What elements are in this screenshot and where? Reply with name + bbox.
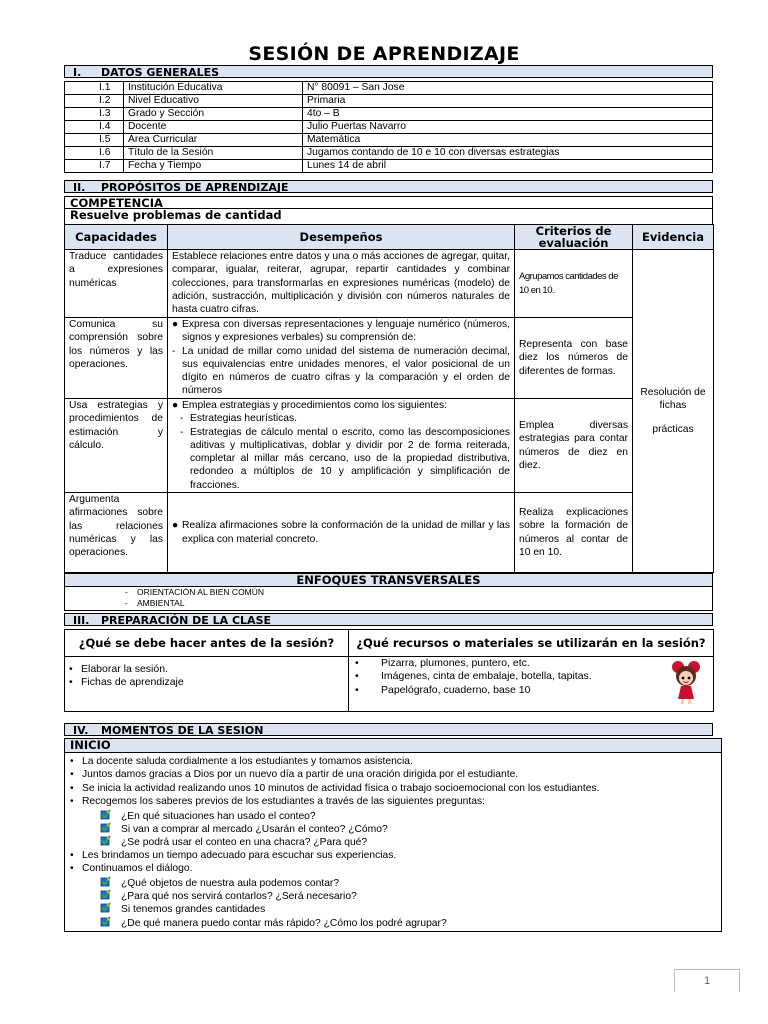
capacity-cell: Traduce cantidades a expresiones numéricas [65,250,168,318]
prep-item: Imágenes, cinta de embalaje, botella, tapitas. [381,670,592,683]
enfoques-list: - ORIENTACIÓN AL BIEN COMÚN - AMBIENTAL [64,586,713,611]
list-item [70,809,716,822]
criteria-cell: Agrupamos cantidades de 10 en 10. [515,250,633,318]
dash-icon: - [180,413,184,425]
performance-text: La unidad de millar como unidad del sistema de numeración decimal, sus equivalencias entre unidades menores, el valor posicional de un dígito en números de cuatro cifras y la comparación y el orden de números [182,345,510,397]
col-header-desempenos: Desempeños [168,225,515,250]
bullet-icon: ● [172,520,179,532]
performance-text: Emplea estrategias y procedimientos como los siguientes: [182,400,447,411]
bullet-icon: • [70,849,74,861]
section-header-purposes [64,180,713,193]
list-item-text: Les brindamos un tiempo adecuado para escuchar sus experiencias. [82,849,397,861]
evidence-cell [633,250,714,573]
section-label: PROPÓSITOS DE APRENDIZAJE [101,181,289,194]
table-row [65,493,714,573]
capacities-table [64,224,714,573]
inicio-header: INICIO [65,739,722,753]
general-item-key: Institución Educativa [124,82,303,95]
prep-item: Fichas de aprendizaje [81,676,184,689]
general-data-table [64,81,713,173]
general-item-key: Título de la Sesión [124,147,303,160]
general-item-key: Nivel Educativo [124,95,303,108]
section-label: DATOS GENERALES [101,66,220,79]
prep-item: Pizarra, plumones, puntero, etc. [381,657,530,669]
table-row [65,250,714,318]
prep-question-before: ¿Qué se debe hacer antes de la sesión? [65,630,349,657]
criteria-cell: Realiza explicaciones sobre la formación de números al contar de 10 en 10. [515,493,633,573]
list-item [70,862,716,875]
general-item-number: I.7 [65,160,124,173]
general-item-number: I.1 [65,82,124,95]
list-item [70,795,716,808]
section-header-general [64,65,713,78]
general-item-number: I.3 [65,108,124,121]
section-label: PREPARACIÓN DE LA CLASE [101,614,272,627]
section-header-moments [64,723,713,736]
general-item-value: N° 80091 – San Jose [303,82,713,95]
general-item-key: Grado y Sección [124,108,303,121]
performance-cell: Establece relaciones entre datos y una o más acciones de agregar, quitar, comparar, igualar, reiterar, agrupar, repartir cantidades y combinar colecciones, para transformarlas en expresiones numéricas (modelo) de adición, sustracción, multiplicación y división con números naturales de hasta cuatro cifras. [168,250,515,318]
list-item-text: Se inicia la actividad realizando unos 10 minutos de actividad física o trabajo socioemocional con los estudiantes. [82,782,600,794]
evidence-line-1: Resolución de fichas [640,387,706,412]
section-label: MOMENTOS DE LA SESION [101,724,264,737]
bullet-icon: • [70,769,74,781]
performance-text: Expresa con diversas representaciones y lenguaje numérico (números, signos y expresiones verbales) su comprensión de: [182,319,510,344]
table-row [65,121,713,134]
enfoques-header [64,573,713,587]
checkbox-check-icon [100,902,111,913]
general-item-number: I.4 [65,121,124,134]
table-row [65,134,713,147]
capacity-cell: Usa estrategias y procedimientos de estimación y cálculo. [65,399,168,493]
list-item-text: Si tenemos grandes cantidades [121,904,266,916]
checkbox-check-icon [100,916,111,927]
enfoque-item: AMBIENTAL [137,598,185,608]
criteria-cell: Emplea diversas estrategias para contar números de diez en diez. [515,399,633,493]
page-title: SESIÓN DE APRENDIZAJE [248,43,520,65]
general-item-value: Julio Puertas Navarro [303,121,713,134]
table-row [65,147,713,160]
list-item-text: Si van a comprar al mercado ¿Usarán el conteo? ¿Cómo? [121,823,388,835]
general-item-number: I.2 [65,95,124,108]
general-item-value: Primaria [303,95,713,108]
list-item [70,782,716,795]
list-item [70,902,716,915]
table-row [65,82,713,95]
performance-cell [168,318,515,399]
prep-item: Papelógrafo, cuaderno, base 10 [381,683,531,696]
list-item-text: ¿Qué objetos de nuestra aula podemos contar? [121,877,340,889]
prep-item: Elaborar la sesión. [81,663,168,675]
performance-text: Estrategias heurísticas. [190,413,298,425]
competencia-value: Resuelve problemas de cantidad [70,208,282,222]
dash-icon: - [180,426,184,438]
performance-cell [168,399,515,493]
performance-cell [168,493,515,573]
bullet-icon: ● [172,319,179,330]
moments-table [64,738,722,932]
list-item-text: ¿Para qué nos servirá contarlos? ¿Será necesario? [121,890,357,902]
general-item-number: I.6 [65,147,124,160]
dash-icon: - [172,345,176,357]
section-number: III. [73,614,90,627]
list-item [70,876,716,889]
section-number: I. [73,66,82,79]
section-number: IV. [73,724,89,737]
bullet-icon: • [70,756,74,767]
list-item-text: ¿En qué situaciones han usado el conteo? [121,810,316,822]
checkbox-check-icon [100,809,111,820]
prep-question-resources: ¿Qué recursos o materiales se utilizarán en la sesión? [349,630,714,657]
general-item-value: Jugamos contando de 10 e 10 con diversas estrategias [303,147,713,160]
bullet-icon: • [70,796,74,808]
page-number: 1 [674,969,740,992]
enfoque-item: ORIENTACIÓN AL BIEN COMÚN [137,587,265,597]
capacity-cell: Comunica su comprensión sobre los números y las operaciones. [65,318,168,399]
general-item-value: Lunes 14 de abril [303,160,713,173]
evidence-line-2: prácticas [652,423,694,435]
section-header-preparation [64,613,713,626]
list-item [70,822,716,835]
general-item-key: Fecha y Tiempo [124,160,303,173]
bullet-icon: • [70,863,74,875]
general-item-value: 4to – B [303,108,713,121]
enfoques-label: ENFOQUES TRANSVERSALES [296,573,481,587]
inicio-content [65,753,722,932]
checkbox-check-icon [100,822,111,833]
bullet-icon: ● [172,400,179,411]
list-item [70,889,716,902]
list-item-text: La docente saluda cordialmente a los estudiantes y tomamos asistencia. [82,756,413,767]
list-item [70,916,716,929]
table-row [65,318,714,399]
list-item-text: ¿Se podrá usar el conteo en una chacra? ¿Para qué? [121,837,368,849]
general-item-number: I.5 [65,134,124,147]
checkbox-check-icon [100,835,111,846]
performance-text: Estrategias de cálculo mental o escrito, como las descomposiciones aditivas y multiplicativas, doblar y dividir por 2 de forma reiterada, completar al millar más cercano, uso de la propiedad distributiva, redondeo a múltiplos de 10 y amplificación y simplificación de fracciones. [190,426,510,491]
list-item [70,755,716,768]
list-item [70,849,716,862]
table-row [65,160,713,173]
col-header-evidencia: Evidencia [633,225,714,250]
bullet-icon: • [70,782,74,794]
criteria-cell: Representa con base diez los números de diferentes de formas. [515,318,633,399]
preparation-table [64,629,714,712]
cartoon-girl-icon [669,659,703,705]
prep-answers-resources: • Pizarra, plumones, puntero, etc. • Imágenes, cinta de embalaje, botella, tapitas. • Papelógrafo, cuaderno, base 10 [349,657,714,712]
general-item-key: Área Curricular [124,134,303,147]
list-item-text: Recogemos los saberes previos de los estudiantes a través de las siguientes preguntas: [82,796,485,808]
competencia-label: COMPETENCIA [70,196,163,210]
table-row [65,95,713,108]
performance-text: Realiza afirmaciones sobre la conformación de la unidad de millar y las explica con material concreto. [182,520,510,545]
col-header-capacidades: Capacidades [65,225,168,250]
col-header-criterios: Criterios de evaluación [515,225,633,250]
list-item-text: Continuamos el diálogo. [82,863,193,875]
general-item-value: Matemática [303,134,713,147]
checkbox-check-icon [100,889,111,900]
list-item [70,835,716,848]
competencia-value-row [64,208,713,225]
table-row [65,399,714,493]
prep-answers-before: • Elaborar la sesión. • Fichas de aprendizaje [65,657,349,712]
section-number: II. [73,181,86,194]
checkbox-check-icon [100,876,111,887]
general-item-key: Docente [124,121,303,134]
list-item [70,768,716,781]
list-item-text: Juntos damos gracias a Dios por un nuevo día a partir de una oración dirigida por el estudiante. [82,769,519,781]
list-item-text: ¿De qué manera puedo contar más rápido? ¿Cómo los podré agrupar? [121,917,447,929]
capacity-cell: Argumenta afirmaciones sobre las relaciones numéricas y las operaciones. [65,493,168,573]
table-row [65,108,713,121]
